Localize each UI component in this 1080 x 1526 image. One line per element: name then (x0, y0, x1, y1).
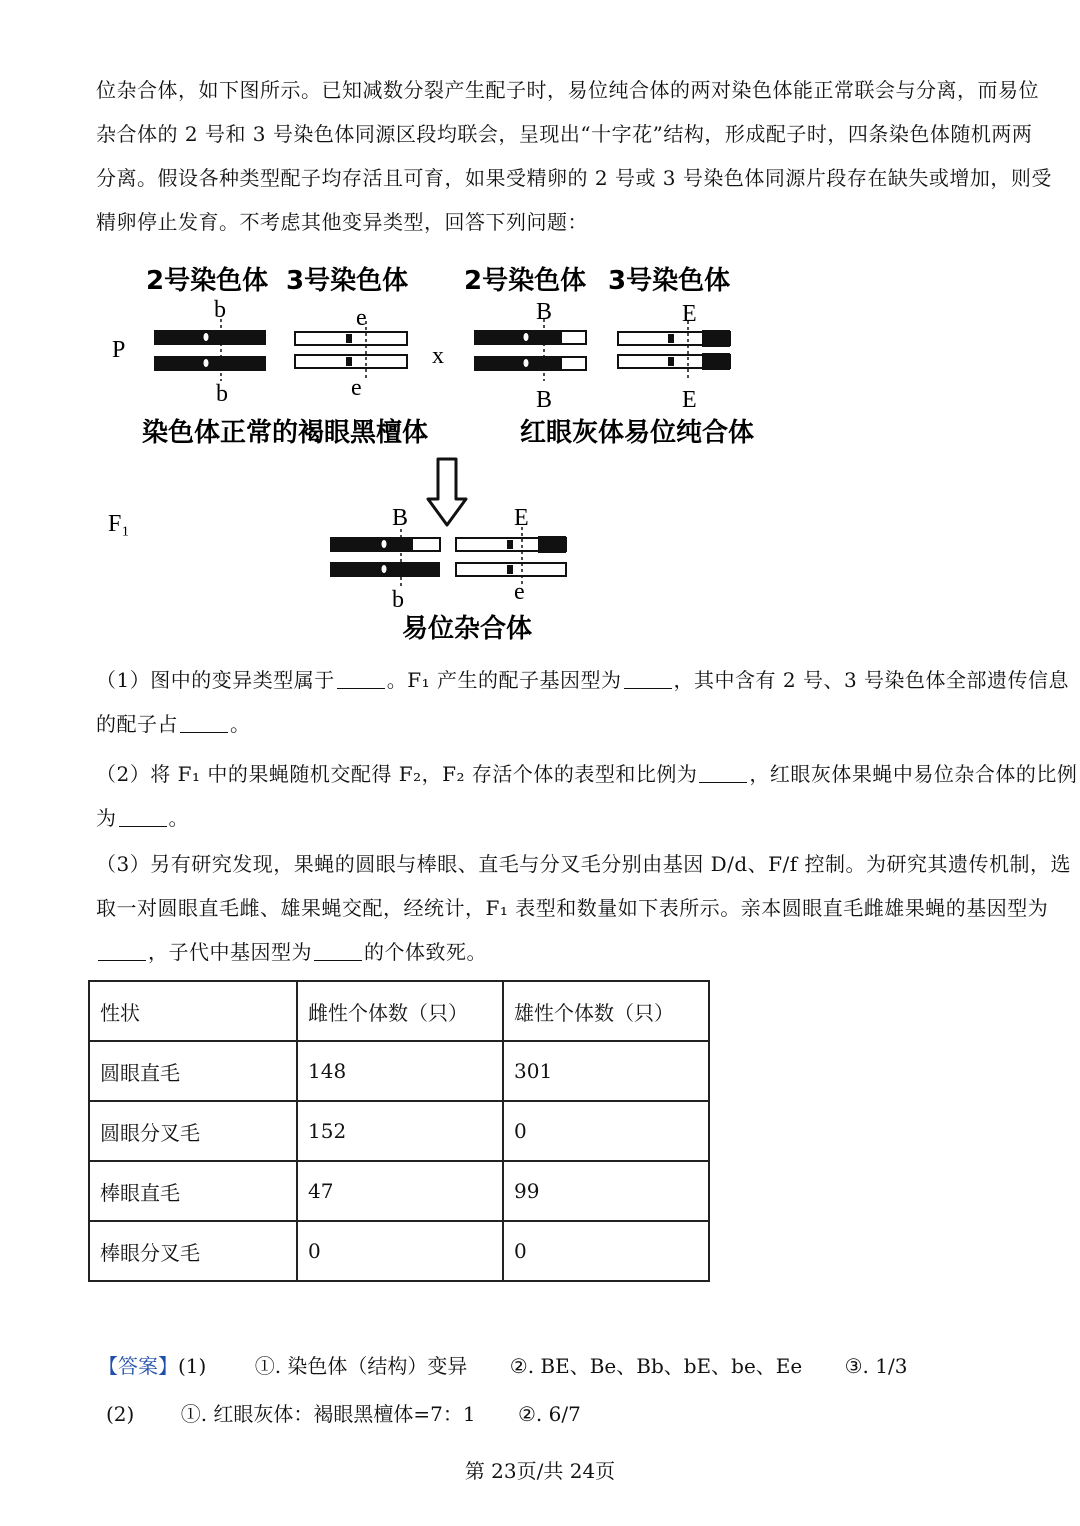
question-3 (96, 842, 1072, 974)
right-parent-chr3 (618, 301, 730, 413)
table-cell: 棒眼分叉毛 (89, 1221, 297, 1281)
table-cell: 棒眼直毛 (89, 1161, 297, 1221)
left-parent-chr2 (154, 297, 266, 407)
answer-blank[interactable] (337, 670, 385, 689)
table-cell: 152 (297, 1101, 503, 1161)
q1-text: 的配子占 (96, 712, 178, 736)
centromere (507, 540, 513, 549)
phenotype-table (88, 980, 710, 1282)
answer-num: (2) (106, 1402, 135, 1426)
centromere (524, 333, 529, 341)
q3-text: 的个体致死。 (364, 940, 487, 964)
q1-text: ，其中含有 2 号、3 号染色体全部遗传信息 (673, 668, 1070, 692)
allele-label: E (682, 301, 697, 327)
allele-label: e (351, 375, 362, 401)
translocated-segment (702, 353, 730, 370)
q3-line: 取一对圆眼直毛雌、雄果蝇交配，经统计，F₁ 表型和数量如下表所示。亲本圆眼直毛雌雄果蝇的基因型为 (96, 896, 1049, 920)
answer-blank[interactable] (98, 942, 146, 961)
chromosome-bar (154, 356, 266, 371)
table-header-cell: 性状 (89, 981, 297, 1041)
table-cell: 99 (503, 1161, 709, 1221)
translocated-segment (538, 536, 566, 553)
centromere (668, 357, 674, 366)
answer-line-1 (98, 1350, 907, 1379)
centromere (524, 359, 529, 367)
table-cell: 0 (503, 1101, 709, 1161)
translocated-segment (561, 357, 586, 370)
question-1 (96, 658, 1070, 746)
allele-label: B (536, 299, 553, 325)
table-header-row (89, 981, 709, 1041)
table-row (89, 1161, 709, 1221)
q2-text: 为 (96, 806, 117, 830)
centromere (382, 540, 387, 548)
q3-line: （3）另有研究发现，果蝇的圆眼与棒眼、直毛与分叉毛分别由基因 D/d、F/f 控制。为研究其遗传机制，选 (96, 852, 1072, 876)
f1-chr3 (456, 505, 566, 605)
left-parent-chr3 (295, 305, 407, 401)
answer-part: ②. BE、Be、Bb、bE、be、Ee (509, 1354, 803, 1378)
intro-line: 分离。假设各种类型配子均存活且可育，如果受精卵的 2 号或 3 号染色体同源片段存在缺失或增加，则受 (96, 166, 1052, 190)
centromere (204, 359, 209, 367)
q3-text: ，子代中基因型为 (148, 940, 312, 964)
table-header-cell: 雄性个体数（只） (503, 981, 709, 1041)
intro-line: 杂合体的 2 号和 3 号染色体同源区段均联会，呈现出“十字花”结构，形成配子时，四条染色体随机两两 (96, 122, 1033, 146)
answer-part: ①. 染色体（结构）变异 (254, 1354, 468, 1378)
answer-line-2 (106, 1398, 581, 1427)
q2-text: ，红眼灰体果蝇中易位杂合体的比例 (749, 762, 1078, 786)
q2-text: 。 (168, 806, 189, 830)
q1-text: 。F₁ 产生的配子基因型为 (386, 668, 622, 692)
chr2-header: 2号染色体 (146, 266, 269, 296)
answer-num: (1) (178, 1354, 207, 1378)
chr3-header: 3号染色体 (608, 266, 731, 296)
centromere (507, 565, 513, 574)
offspring-caption: 易位杂合体 (402, 614, 533, 644)
allele-label: e (356, 305, 367, 331)
f1-chr2 (330, 505, 440, 613)
answer-blank[interactable] (624, 670, 672, 689)
answer-blank[interactable] (119, 808, 167, 827)
allele-label: E (514, 505, 529, 531)
answer-blank[interactable] (699, 764, 747, 783)
q1-text: （1）图中的变异类型属于 (96, 668, 335, 692)
intro-line: 位杂合体，如下图所示。已知减数分裂产生配子时，易位纯合体的两对染色体能正常联会与分离，而易位 (96, 78, 1039, 102)
q1-text: 。 (230, 712, 251, 736)
centromere (668, 334, 674, 343)
left-parent-caption: 染色体正常的褐眼黑檀体 (142, 418, 429, 448)
table-cell: 47 (297, 1161, 503, 1221)
centromere (382, 565, 387, 573)
table-cell: 301 (503, 1041, 709, 1101)
p-generation-label: P (112, 337, 126, 363)
down-arrow-icon (428, 459, 466, 525)
intro-paragraph (96, 68, 1052, 244)
translocated-segment (561, 331, 586, 344)
chromosome-bar (154, 330, 266, 345)
right-parent-caption: 红眼灰体易位纯合体 (520, 418, 755, 448)
chr2-header: 2号染色体 (464, 266, 587, 296)
allele-label: b (214, 297, 226, 323)
translocated-segment (412, 538, 440, 551)
allele-label: b (216, 381, 228, 407)
cross-symbol: x (432, 343, 444, 369)
table-cell: 148 (297, 1041, 503, 1101)
table-cell: 圆眼分叉毛 (89, 1101, 297, 1161)
table-header-cell: 雌性个体数（只） (297, 981, 503, 1041)
allele-label: B (392, 505, 409, 531)
translocated-segment (702, 330, 730, 347)
answer-blank[interactable] (314, 942, 362, 961)
centromere (346, 357, 352, 366)
answer-blank[interactable] (180, 714, 228, 733)
f1-label: F₁ (108, 511, 130, 537)
table-row (89, 1101, 709, 1161)
allele-label: e (514, 579, 525, 605)
table-cell: 圆眼直毛 (89, 1041, 297, 1101)
question-2 (96, 752, 1078, 840)
answer-part: ①. 红眼灰体：褐眼黑檀体=7：1 (180, 1402, 476, 1426)
table-cell: 0 (297, 1221, 503, 1281)
right-parent-chr2 (474, 299, 586, 413)
table-row (89, 1221, 709, 1281)
table-cell: 0 (503, 1221, 709, 1281)
centromere (346, 334, 352, 343)
page-footer: 第 23页/共 24页 (464, 1459, 616, 1483)
answer-tag: 【答案】 (98, 1354, 178, 1378)
table-row (89, 1041, 709, 1101)
allele-label: E (682, 387, 697, 413)
q2-text: （2）将 F₁ 中的果蝇随机交配得 F₂，F₂ 存活个体的表型和比例为 (96, 762, 698, 786)
allele-label: B (536, 387, 553, 413)
answer-part: ③. 1/3 (844, 1354, 908, 1378)
answer-part: ②. 6/7 (517, 1402, 581, 1426)
intro-line: 精卵停止发育。不考虑其他变异类型，回答下列问题： (96, 210, 588, 234)
allele-label: b (392, 587, 404, 613)
centromere (204, 333, 209, 341)
chr3-header: 3号染色体 (286, 266, 409, 296)
chromosome-figure (96, 255, 796, 655)
